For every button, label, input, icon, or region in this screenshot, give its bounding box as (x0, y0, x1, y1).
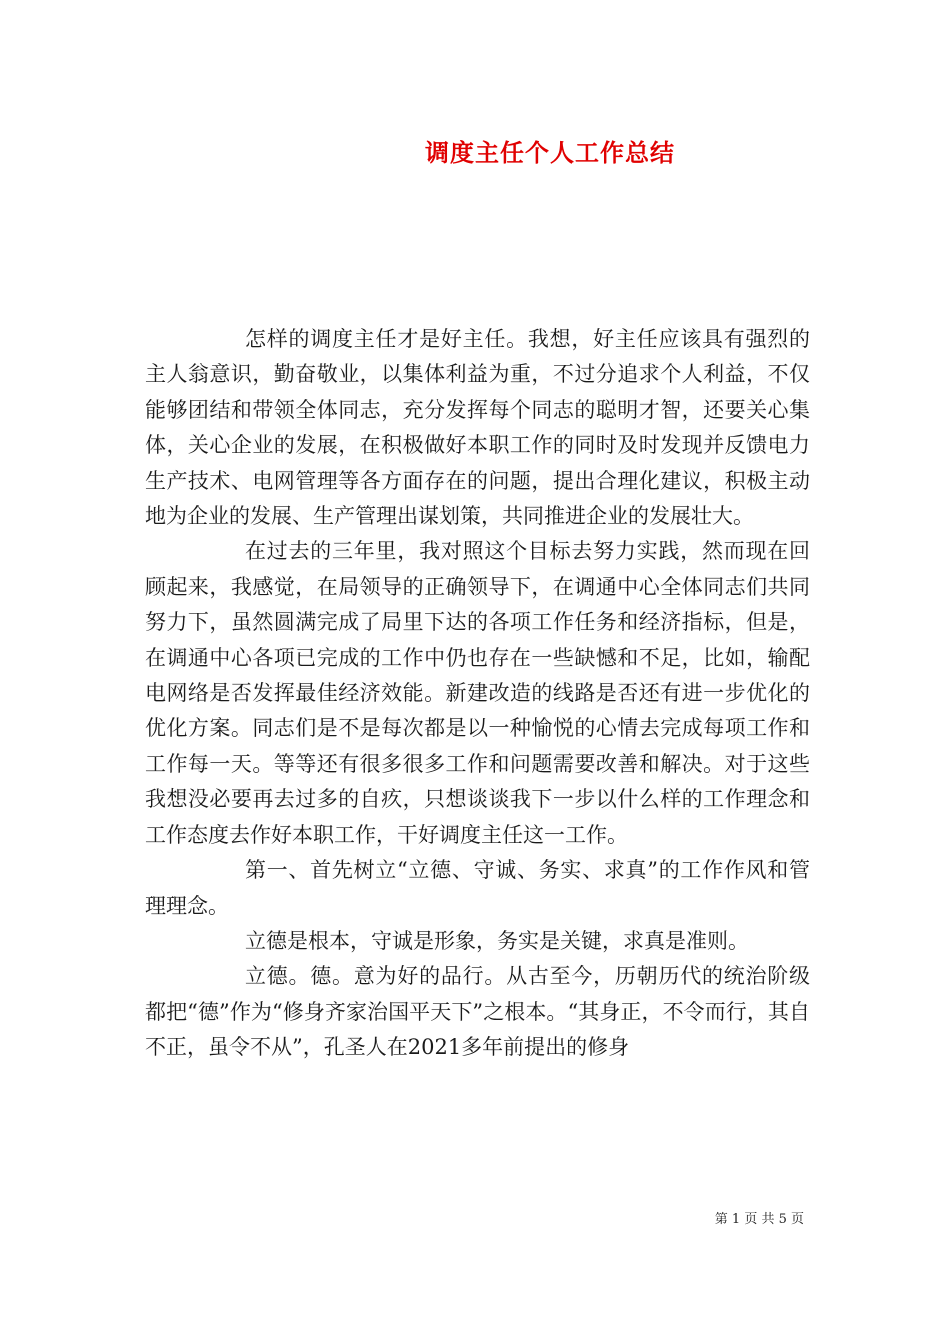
paragraph-5: 立德。德。意为好的品行。从古至今，历朝历代的统治阶级都把“德”作为“修身齐家治国平天下”之根本。“其身正，不令而行，其自不正，虽令不从”，孔圣人在2021多年前提出的修身 (145, 964, 810, 1060)
document-body (145, 322, 810, 1066)
paragraph-4: 立德是根本，守诚是形象，务实是关键，求真是准则。 (245, 928, 749, 953)
document-title: 调度主任个人工作总结 (425, 139, 675, 167)
paragraph-1: 怎样的调度主任才是好主任。我想，好主任应该具有强烈的主人翁意识，勤奋敬业，以集体利益为重，不过分追求个人利益，不仅能够团结和带领全体同志，充分发挥每个同志的聪明才智，还要关心集体，关心企业的发展，在积极做好本职工作的同时及时发现并反馈电力生产技术、电网管理等各方面存在的问题，提出合理化建议，积极主动地为企业的发展、生产管理出谋划策，共同推进企业的发展壮大。 (145, 327, 810, 529)
paragraph-2: 在过去的三年里，我对照这个目标去努力实践，然而现在回顾起来，我感觉，在局领导的正确领导下，在调通中心全体同志们共同努力下，虽然圆满完成了局里下达的各项工作任务和经济指标，但是，在调通中心各项已完成的工作中仍也存在一些缺憾和不足，比如，输配电网络是否发挥最佳经济效能。新建改造的线路是否还有进一步优化的优化方案。同志们是不是每次都是以一种愉悦的心情去完成每项工作和工作每一天。等等还有很多很多工作和问题需要改善和解决。对于这些我想没必要再去过多的自疚，只想谈谈我下一步以什么样的工作理念和工作态度去作好本职工作，干好调度主任这一工作。 (145, 539, 810, 847)
paragraph-3: 第一、首先树立“立德、守诚、务实、求真”的工作作风和管理理念。 (145, 858, 810, 918)
page-number-footer: 第 1 页 共 5 页 (714, 1212, 804, 1227)
